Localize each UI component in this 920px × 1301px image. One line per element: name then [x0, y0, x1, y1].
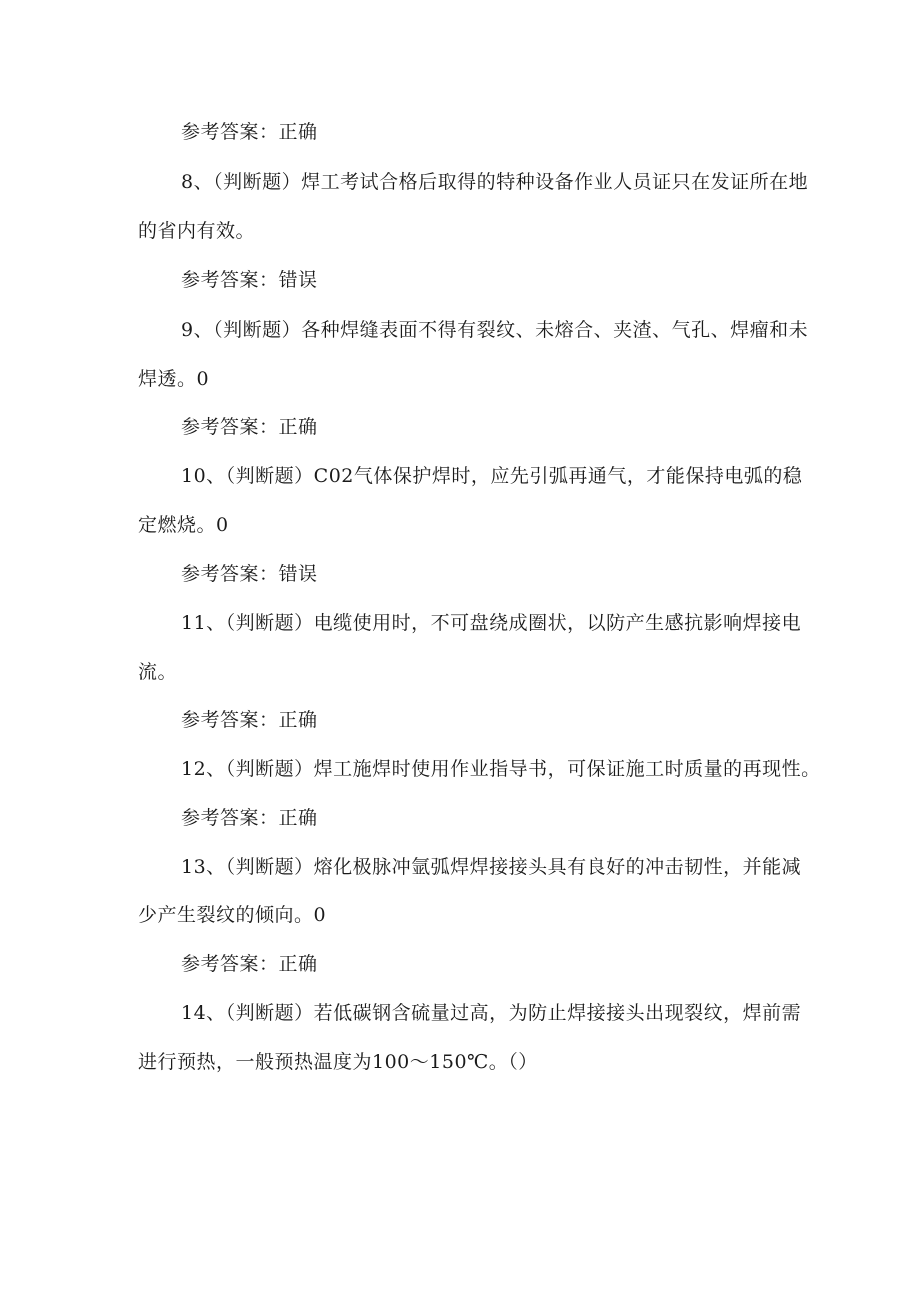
answer-8: 参考答案：错误 — [181, 269, 318, 291]
question-10-line-1: 10、（判断题）C02气体保护焊时，应先引弧再通气，才能保持电弧的稳 — [181, 465, 803, 487]
question-8-line-2: 的省内有效。 — [138, 220, 256, 242]
answer-12: 参考答案：正确 — [181, 807, 318, 829]
question-12-line-1: 12、（判断题）焊工施焊时使用作业指导书，可保证施工时质量的再现性。 — [181, 758, 821, 780]
answer-11: 参考答案：正确 — [181, 709, 318, 731]
answer-9: 参考答案：正确 — [181, 416, 318, 438]
question-11-line-1: 11、（判断题）电缆使用时，不可盘绕成圈状，以防产生感抗影响焊接电 — [181, 612, 802, 634]
question-8-line-1: 8、（判断题）焊工考试合格后取得的特种设备作业人员证只在发证所在地 — [181, 171, 809, 193]
question-10-line-2: 定燃烧。0 — [138, 514, 229, 536]
answer-7: 参考答案：正确 — [181, 121, 318, 143]
question-13-line-1: 13、（判断题）熔化极脉冲氩弧焊焊接接头具有良好的冲击韧性，并能减 — [181, 856, 802, 878]
question-9-line-1: 9、（判断题）各种焊缝表面不得有裂纹、未熔合、夹渣、气孔、焊瘤和未 — [181, 319, 809, 341]
question-14-line-1: 14、（判断题）若低碳钢含硫量过高，为防止焊接接头出现裂纹，焊前需 — [181, 1002, 802, 1024]
answer-13: 参考答案：正确 — [181, 953, 318, 975]
question-14-line-2: 进行预热，一般预热温度为100～150℃。（） — [138, 1051, 538, 1073]
question-13-line-2: 少产生裂纹的倾向。0 — [138, 904, 327, 926]
question-9-line-2: 焊透。0 — [138, 368, 210, 390]
question-11-line-2: 流。 — [138, 661, 178, 683]
answer-10: 参考答案：错误 — [181, 563, 318, 585]
